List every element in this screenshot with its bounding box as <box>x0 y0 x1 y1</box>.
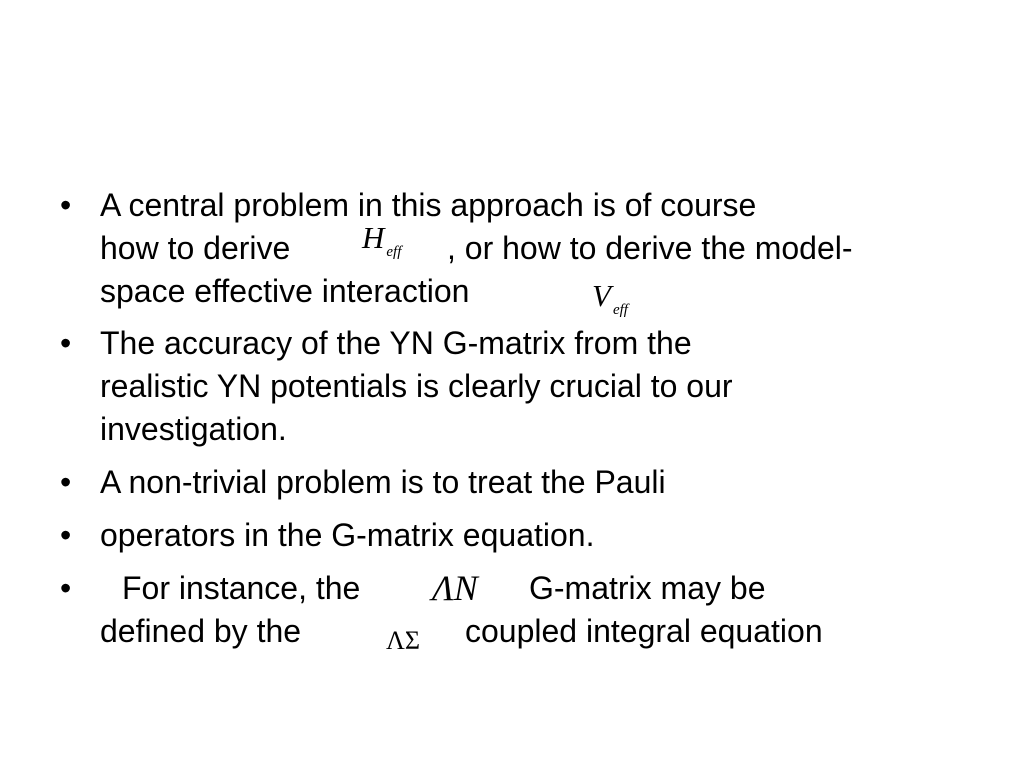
v-eff-symbol <box>592 280 628 318</box>
v-symbol: V <box>592 278 611 313</box>
lambda-sigma-symbol: ΛΣ <box>386 626 420 655</box>
eff-subscript: eff <box>386 244 402 260</box>
bullet-5-line-1b: G-matrix may be <box>529 570 766 606</box>
bullet-marker: • <box>60 187 72 223</box>
bullet-marker: • <box>60 325 72 361</box>
bullet-marker: • <box>60 517 72 553</box>
bullet-3-line-1: A non-trivial problem is to treat the Pauli <box>100 464 666 500</box>
bullet-2-line-3: investigation. <box>100 411 287 447</box>
lambda-n-symbol: ΛN <box>432 568 478 608</box>
bullet-marker: • <box>60 570 72 606</box>
bullet-5-line-1a: For instance, the <box>122 570 361 606</box>
bullet-5-line-2b: coupled integral equation <box>465 613 823 649</box>
bullet-4-line-1: operators in the G-matrix equation. <box>100 517 595 553</box>
bullet-1-line-3: space effective interaction <box>100 273 470 309</box>
bullet-1-line-2a: how to derive <box>100 230 291 266</box>
eff-subscript: eff <box>612 302 628 318</box>
h-symbol: H <box>362 220 385 255</box>
bullet-1-line-2b: , or how to derive the model- <box>447 230 853 266</box>
bullet-5-line-2a: defined by the <box>100 613 302 649</box>
bullet-2-line-1: The accuracy of the YN G-matrix from the <box>100 325 692 361</box>
bullet-marker: • <box>60 464 72 500</box>
h-eff-symbol <box>362 222 401 260</box>
bullet-2-line-2: realistic YN potentials is clearly crucial to our <box>100 368 733 404</box>
bullet-1-line-1: A central problem in this approach is of course <box>100 187 757 223</box>
